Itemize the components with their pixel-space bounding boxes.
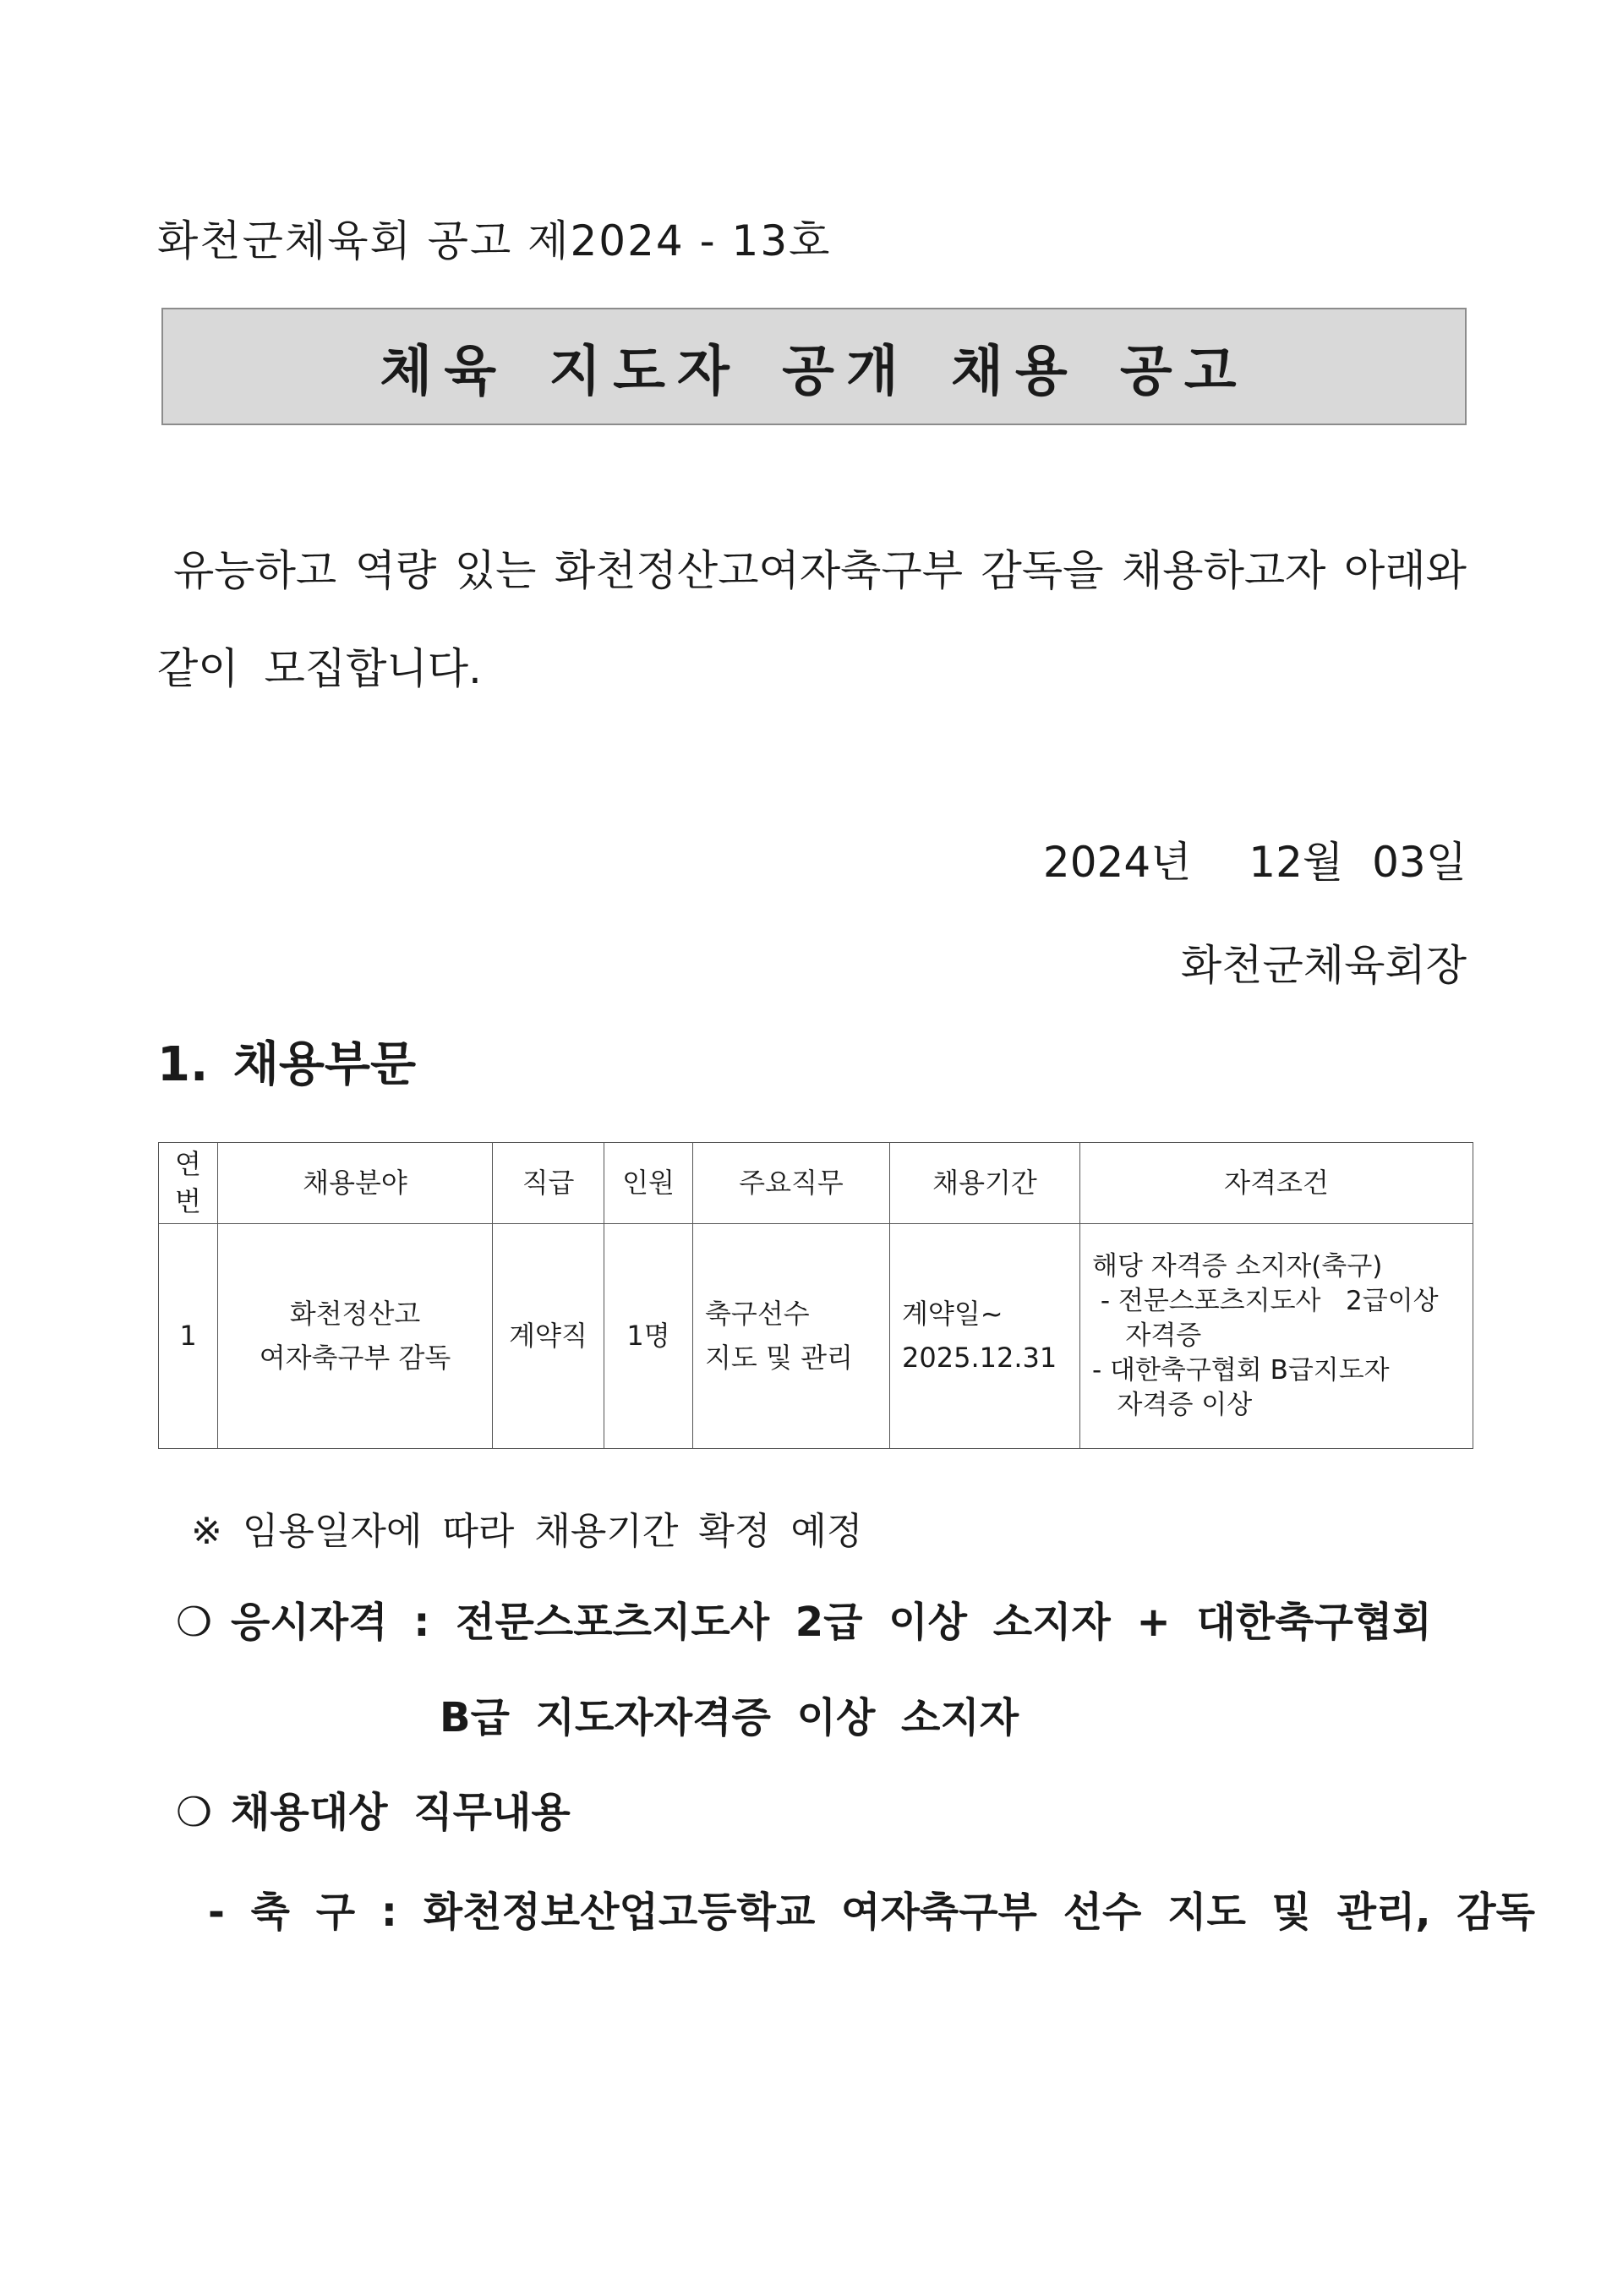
intro-word: 유능하고: [173, 546, 337, 595]
section-heading-recruitment: 1. 채용부문: [157, 1037, 417, 1092]
cell-qualification: [1080, 1224, 1473, 1449]
duty-heading-text: 채용대상 직무내용: [231, 1789, 571, 1836]
header-grade: 직급: [493, 1143, 604, 1224]
qualification-line: - 전문스포츠지도사 2급이상: [1092, 1286, 1439, 1317]
eligibility-text: 응시자격 : 전문스포츠지도사 2급 이상 소지자 + 대한축구협회: [231, 1599, 1432, 1646]
cell-count: 1명: [604, 1224, 693, 1449]
table-header-row: [159, 1143, 1473, 1224]
intro-word: 화천정산고여자축구부: [555, 546, 964, 595]
recruitment-table: [158, 1142, 1473, 1449]
page-title: 체육 지도자 공개 채용 공고: [380, 340, 1249, 403]
header-no: 연 번: [159, 1143, 218, 1224]
qualification-line: 자격증: [1092, 1320, 1202, 1352]
cell-grade: 계약직: [493, 1224, 604, 1449]
table-row: [159, 1224, 1473, 1449]
cell-field: 화천정산고 여자축구부 감독: [218, 1224, 493, 1449]
issuer-name: 화천군체육회장: [1180, 941, 1467, 990]
intro-word: 감독을: [981, 546, 1104, 595]
cell-period: 계약일~ 2025.12.31: [890, 1224, 1080, 1449]
circle-bullet-icon: ❍: [176, 1599, 213, 1646]
qualification-line: 자격증 이상: [1092, 1389, 1253, 1420]
qualification-line: - 대한축구협회 B급지도자: [1092, 1354, 1390, 1386]
table-note: ※ 임용일자에 따라 채용기간 확정 예정: [191, 1510, 863, 1553]
header-qualification: 자격조건: [1080, 1143, 1473, 1224]
notice-number: 화천군체육회 공고 제2024 - 13호: [157, 216, 832, 265]
duty-detail: - 축 구 : 화천정보산업고등학교 여자축구부 선수 지도 및 관리, 감독: [208, 1889, 1536, 1936]
intro-word: 역량: [354, 546, 437, 595]
title-box: [161, 308, 1467, 425]
header-period: 채용기간: [890, 1143, 1080, 1224]
header-count: 인원: [604, 1143, 693, 1224]
intro-paragraph-line-1: [173, 537, 1467, 598]
circle-bullet-icon: ❍: [176, 1789, 213, 1836]
intro-word: 있는: [454, 546, 537, 595]
cell-no: 1: [159, 1224, 218, 1449]
cell-duty: 축구선수 지도 및 관리: [693, 1224, 890, 1449]
intro-word: 채용하고자: [1121, 546, 1326, 595]
eligibility-line-1: [176, 1589, 1432, 1648]
duty-heading: [176, 1779, 571, 1838]
header-field: 채용분야: [218, 1143, 493, 1224]
notice-date: 2024년 12월 03일: [1042, 838, 1467, 887]
qualification-line: 해당 자격증 소지자(축구): [1092, 1251, 1383, 1282]
intro-paragraph-line-2: 같이 모집합니다.: [157, 644, 482, 693]
header-duty: 주요직무: [693, 1143, 890, 1224]
intro-word: 아래와: [1344, 546, 1467, 595]
eligibility-line-2: B급 지도자자격증 이상 소지자: [440, 1694, 1019, 1741]
